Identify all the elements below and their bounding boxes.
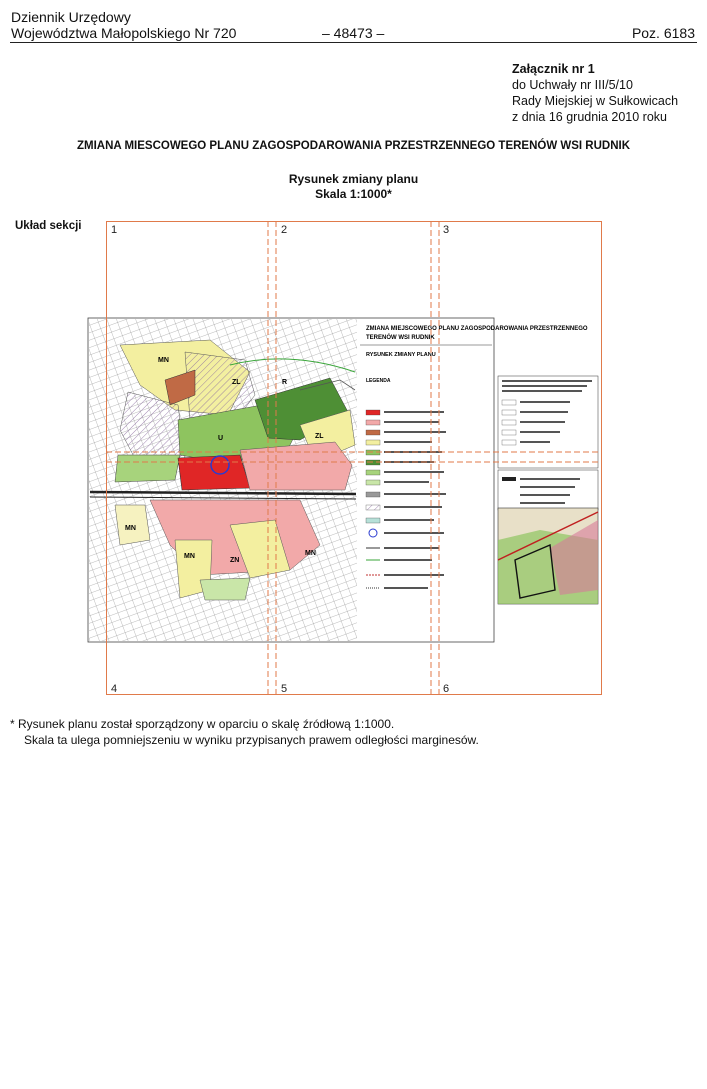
map-zone-label-4: U bbox=[218, 435, 224, 442]
map-zone-label-8: MN bbox=[184, 553, 195, 560]
section-number-1: 1 bbox=[111, 224, 118, 236]
map-zone-label-5: ZL bbox=[315, 433, 324, 440]
section-number-5: 5 bbox=[281, 683, 288, 695]
attachment-line-3: z dnia 16 grudnia 2010 roku bbox=[512, 110, 667, 124]
attachment-title: Załącznik nr 1 bbox=[512, 62, 595, 76]
map-zone-label-6: ZN bbox=[230, 557, 240, 564]
map-zone-label-1: MN bbox=[158, 357, 169, 364]
map-zone-label-3: R bbox=[282, 379, 288, 386]
drawing-title: Rysunek zmiany planu bbox=[288, 172, 419, 186]
section-layout-label: Układ sekcji bbox=[15, 220, 82, 232]
section-number-2: 2 bbox=[281, 224, 288, 236]
map-zone-label-9: MN bbox=[305, 550, 316, 557]
header-page-number: – 48473 – bbox=[322, 25, 385, 41]
footnote-line-2: Skala ta ulega pomniejszeniu w wyniku przypisanych prawem odległości marginesów. bbox=[24, 733, 479, 747]
map-sheet-title-1: ZMIANA MIEJSCOWEGO PLANU ZAGOSPODAROWANIA PRZESTRZENNEGO bbox=[366, 326, 588, 332]
section-number-4: 4 bbox=[111, 683, 118, 695]
map-drawing-label: RYSUNEK ZMIANY PLANU bbox=[366, 352, 436, 358]
map-zone-label-2: ZL bbox=[232, 379, 241, 386]
attachment-line-1: do Uchwały nr III/5/10 bbox=[512, 78, 633, 92]
footnote-line-1: * Rysunek planu został sporządzony w oparciu o skalę źródłową 1:1000. bbox=[10, 717, 395, 731]
document-title: ZMIANA MIESCOWEGO PLANU ZAGOSPODAROWANIA PRZESTRZENNEGO TERENÓW WSI RUDNIK bbox=[76, 140, 631, 152]
map-legend-label: LEGENDA bbox=[366, 378, 391, 384]
header-journal: Dziennik Urzędowy bbox=[11, 9, 131, 25]
section-number-6: 6 bbox=[443, 683, 450, 695]
drawing-scale: Skala 1:1000* bbox=[315, 187, 392, 201]
section-number-3: 3 bbox=[443, 224, 450, 236]
section-frame bbox=[106, 221, 602, 695]
header-voivodeship: Województwa Małopolskiego Nr 720 bbox=[11, 25, 237, 41]
map-zone-label-7: MN bbox=[125, 525, 136, 532]
attachment-line-2: Rady Miejskiej w Sułkowicach bbox=[512, 94, 679, 108]
map-sheet-title-2: TERENÓW WSI RUDNIK bbox=[366, 335, 435, 341]
header-position: Poz. 6183 bbox=[631, 25, 695, 41]
